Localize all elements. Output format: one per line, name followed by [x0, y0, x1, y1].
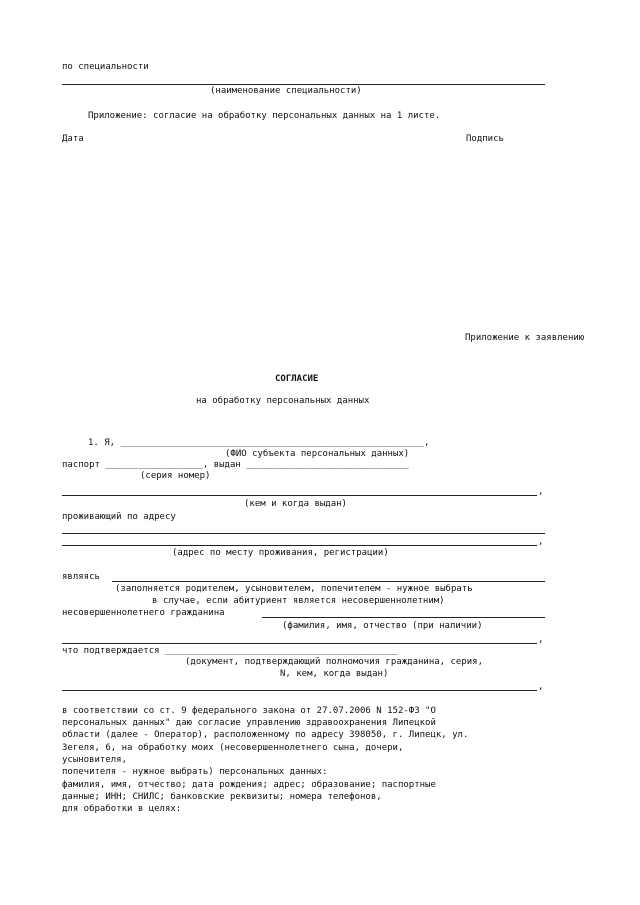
address-caption: (адрес по месту проживания, регистрации) — [172, 548, 389, 558]
body-line-5: усыновителя, — [62, 755, 128, 765]
name-caption: (фамилия, имя, отчество (при наличии) — [282, 621, 483, 631]
body-line-8: данные; ИНН; СНИЛС; банковские реквизиты; номера телефонов, — [62, 792, 382, 802]
body-line-7: фамилия, имя, отчество; дата рождения; адрес; образование; паспортные — [62, 780, 436, 790]
signature-label: Подпись — [466, 134, 504, 144]
body-line-9: для обработки в целях: — [62, 804, 182, 814]
confirmed-line: что подтверждается ___________________________________________ — [62, 646, 398, 656]
issued-caption: (кем и когда выдан) — [244, 499, 347, 509]
appendix-label: Приложение к заявлению — [465, 333, 585, 343]
issued-comma: , — [538, 487, 544, 497]
parent-note-2: в случае, если абитуриент является несовершеннолетним) — [152, 596, 445, 606]
doc-caption-1: (документ, подтверждающий полномочия гражданина, серия, — [185, 657, 484, 667]
body-line-4: Зегеля, 6, на обработку моих (несовершеннолетнего сына, дочери, — [62, 743, 404, 753]
passport-line: паспорт __________________, выдан ______________________________ — [62, 460, 409, 470]
specialty-line — [62, 84, 545, 85]
consent-subtitle: на обработку персональных данных — [196, 396, 370, 406]
address-comma: , — [538, 537, 544, 547]
being-line — [112, 581, 545, 582]
name-line — [62, 643, 537, 644]
consent-title: СОГЛАСИЕ — [275, 374, 319, 384]
specialty-label: по специальности — [62, 62, 149, 72]
fio-caption: (ФИО субъекта персональных данных) — [225, 449, 410, 459]
series-caption: (серия номер) — [140, 471, 211, 481]
address-line-1 — [62, 533, 545, 534]
address-line-2 — [62, 545, 537, 546]
doc-comma: , — [538, 682, 544, 692]
body-line-1: в соответствии со ст. 9 федерального закона от 27.07.2006 N 152-ФЗ "О — [62, 706, 436, 716]
issued-line — [62, 495, 537, 496]
name-comma: , — [538, 635, 544, 645]
residing-label: проживающий по адресу — [62, 512, 176, 522]
doc-caption-2: N, кем, когда выдан) — [280, 669, 389, 679]
minor-line — [262, 617, 545, 618]
body-line-2: персональных данных" даю согласие управлению здравоохранения Липецкой — [62, 718, 436, 728]
date-label: Дата — [62, 134, 84, 144]
fio-line: 1. Я, ________________________________________________________, — [88, 438, 430, 448]
doc-line — [62, 690, 537, 691]
body-line-6: попечителя - нужное выбрать) персональных данных: — [62, 767, 328, 777]
minor-label: несовершеннолетнего гражданина — [62, 608, 225, 618]
being-label: являясь — [62, 572, 100, 582]
body-line-3: области (далее - Оператор), расположенному по адресу 398050, г. Липецк, ул. — [62, 730, 469, 740]
parent-note-1: (заполняется родителем, усыновителем, попечителем - нужное выбрать — [115, 584, 473, 594]
specialty-caption: (наименование специальности) — [210, 86, 362, 96]
attachment-text: Приложение: согласие на обработку персональных данных на 1 листе. — [88, 111, 441, 121]
